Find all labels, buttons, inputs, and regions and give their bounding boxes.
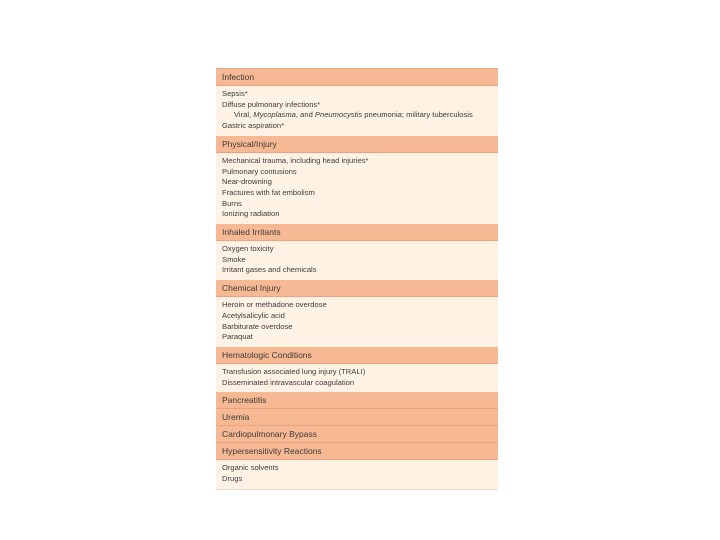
item-text: Sepsis* xyxy=(222,89,248,98)
section-header: Infection xyxy=(216,69,498,86)
item-text: , and xyxy=(295,110,315,120)
section-body xyxy=(216,297,498,347)
section-header: Hematologic Conditions xyxy=(216,347,498,364)
item-text: Disseminated intravascular coagulation xyxy=(222,377,355,387)
item-text: Ionizing radiation xyxy=(222,209,280,219)
list-item xyxy=(216,110,498,121)
section-header: Chemical Injury xyxy=(216,280,498,297)
list-item xyxy=(216,199,498,210)
list-item xyxy=(216,265,498,276)
list-item xyxy=(216,100,498,111)
item-text: Acetylsalicylic acid xyxy=(222,310,285,320)
item-text: Heroin or methadone overdose xyxy=(222,300,327,310)
item-text: pneumonia; military tuberculosis xyxy=(362,110,473,120)
item-text: Organic solvents xyxy=(222,463,279,473)
item-text: Paraquat xyxy=(222,332,253,342)
item-text: Gastric aspiration* xyxy=(222,121,285,131)
list-item xyxy=(216,300,498,311)
list-item xyxy=(216,244,498,255)
item-text: Oxygen toxicity xyxy=(222,244,274,254)
list-item xyxy=(216,255,498,266)
list-item xyxy=(216,188,498,199)
section-body xyxy=(216,153,498,224)
section-body xyxy=(216,460,498,488)
section-header: Pancreatitis xyxy=(216,392,498,409)
section-body xyxy=(216,364,498,392)
list-item xyxy=(216,378,498,389)
list-item xyxy=(216,209,498,220)
item-text: Viral, xyxy=(234,110,254,120)
italic-term: Mycoplasma xyxy=(253,110,296,120)
section-header: Uremia xyxy=(216,409,498,426)
item-text: Pulmonary contusions xyxy=(222,166,297,176)
list-item xyxy=(216,89,498,100)
item-text: Irritant gases and chemicals xyxy=(222,265,317,275)
list-item xyxy=(216,332,498,343)
causes-table xyxy=(216,68,498,490)
item-text: Smoke xyxy=(222,254,246,264)
item-text: Burns xyxy=(222,198,242,208)
list-item xyxy=(216,177,498,188)
item-text: Barbiturate overdose xyxy=(222,321,293,331)
section-header: Cardiopulmonary Bypass xyxy=(216,426,498,443)
list-item xyxy=(216,167,498,178)
list-item xyxy=(216,121,498,132)
list-item xyxy=(216,463,498,474)
list-item xyxy=(216,156,498,167)
section-body xyxy=(216,86,498,136)
item-text: Diffuse pulmonary infections* xyxy=(222,99,321,109)
list-item xyxy=(216,367,498,378)
item-text: Transfusion associated lung injury (TRALI) xyxy=(222,366,366,376)
list-item xyxy=(216,311,498,322)
list-item xyxy=(216,322,498,333)
item-text: Near-drowning xyxy=(222,177,272,187)
item-text: Drugs xyxy=(222,474,243,484)
section-header: Hypersensitivity Reactions xyxy=(216,443,498,460)
item-text: Mechanical trauma, including head injuries* xyxy=(222,155,369,165)
item-text: Fractures with fat embolism xyxy=(222,187,315,197)
italic-term: Pneumocystis xyxy=(314,110,363,120)
list-item xyxy=(216,474,498,485)
section-body xyxy=(216,241,498,280)
section-header: Physical/Injury xyxy=(216,136,498,153)
section-header: Inhaled Irritants xyxy=(216,224,498,241)
